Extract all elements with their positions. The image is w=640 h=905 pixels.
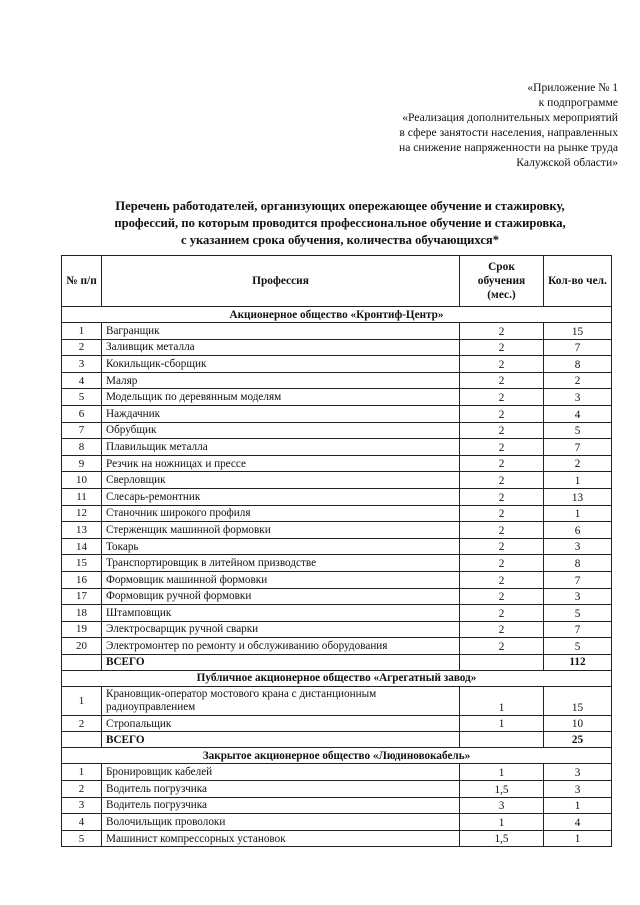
cell-profession: Сверловщик — [102, 472, 460, 489]
cell-num: 2 — [62, 715, 102, 732]
cell-num: 9 — [62, 455, 102, 472]
table-row — [62, 372, 612, 389]
title-line: профессий, по которым проводится профессиональное обучение и стажировка, — [114, 216, 566, 230]
cell-qty: 2 — [544, 372, 612, 389]
total-label: ВСЕГО — [102, 654, 460, 670]
cell-qty: 4 — [544, 405, 612, 422]
cell-profession: Заливщик металла — [102, 339, 460, 356]
cell-qty: 4 — [544, 814, 612, 831]
table-row — [62, 422, 612, 439]
cell-num: 15 — [62, 555, 102, 572]
cell-qty: 8 — [544, 555, 612, 572]
cell-profession: Плавильщик металла — [102, 439, 460, 456]
cell-num: 4 — [62, 814, 102, 831]
cell-term: 3 — [460, 797, 544, 814]
title-line: Перечень работодателей, организующих опережающее обучение и стажировку, — [115, 199, 565, 213]
cell-qty: 8 — [544, 356, 612, 373]
document-title — [60, 198, 620, 249]
table-row — [62, 830, 612, 847]
table-row — [62, 605, 612, 622]
table-header-row — [62, 256, 612, 307]
cell-term: 2 — [460, 488, 544, 505]
cell-profession: Крановщик-оператор мостового крана с дистанционным радиоуправлением — [102, 686, 460, 715]
cell-qty: 5 — [544, 605, 612, 622]
cell-qty: 5 — [544, 422, 612, 439]
header-num: № п/п — [62, 256, 102, 307]
total-value: 112 — [544, 654, 612, 670]
cell-profession: Волочильщик проволоки — [102, 814, 460, 831]
cell-qty: 5 — [544, 638, 612, 655]
cell-term: 1 — [460, 686, 544, 715]
appendix-line: к подпрограмме — [538, 96, 618, 109]
cell-term: 2 — [460, 605, 544, 622]
cell-qty: 2 — [544, 455, 612, 472]
cell-empty — [460, 654, 544, 670]
table-row — [62, 389, 612, 406]
cell-term: 2 — [460, 505, 544, 522]
table-row — [62, 538, 612, 555]
cell-qty: 3 — [544, 389, 612, 406]
cell-num: 3 — [62, 797, 102, 814]
cell-num: 10 — [62, 472, 102, 489]
cell-qty: 3 — [544, 764, 612, 781]
cell-term: 2 — [460, 422, 544, 439]
cell-term: 2 — [460, 405, 544, 422]
cell-term: 2 — [460, 522, 544, 539]
section-header-row — [62, 307, 612, 323]
cell-qty: 7 — [544, 571, 612, 588]
section-name: Акционерное общество «Кронтиф-Центр» — [62, 307, 612, 323]
cell-term: 1 — [460, 715, 544, 732]
table-row — [62, 439, 612, 456]
cell-term: 2 — [460, 571, 544, 588]
appendix-note — [318, 80, 618, 170]
cell-profession: Бронировщик кабелей — [102, 764, 460, 781]
cell-num: 5 — [62, 830, 102, 847]
cell-profession: Водитель погрузчика — [102, 781, 460, 798]
cell-num: 1 — [62, 323, 102, 340]
total-row — [62, 654, 612, 670]
table-row — [62, 505, 612, 522]
table-row — [62, 621, 612, 638]
cell-num: 1 — [62, 764, 102, 781]
section-header-row — [62, 670, 612, 686]
cell-num: 11 — [62, 488, 102, 505]
cell-term: 2 — [460, 356, 544, 373]
cell-qty: 15 — [544, 323, 612, 340]
cell-term: 1 — [460, 764, 544, 781]
cell-num: 12 — [62, 505, 102, 522]
cell-qty: 1 — [544, 797, 612, 814]
cell-num: 7 — [62, 422, 102, 439]
cell-qty: 10 — [544, 715, 612, 732]
cell-qty: 1 — [544, 472, 612, 489]
cell-profession: Стропальщик — [102, 715, 460, 732]
cell-empty — [62, 654, 102, 670]
cell-profession: Формовщик машинной формовки — [102, 571, 460, 588]
cell-profession: Штамповщик — [102, 605, 460, 622]
cell-num: 2 — [62, 781, 102, 798]
cell-profession: Формовщик ручной формовки — [102, 588, 460, 605]
cell-profession: Вагранщик — [102, 323, 460, 340]
table-row — [62, 764, 612, 781]
cell-profession: Слесарь-ремонтник — [102, 488, 460, 505]
cell-num: 8 — [62, 439, 102, 456]
cell-num: 2 — [62, 339, 102, 356]
cell-profession: Машинист компрессорных установок — [102, 830, 460, 847]
cell-qty: 7 — [544, 339, 612, 356]
cell-num: 14 — [62, 538, 102, 555]
table-row — [62, 571, 612, 588]
table-row — [62, 814, 612, 831]
section-name: Закрытое акционерное общество «Людиновокабель» — [62, 748, 612, 764]
cell-term: 2 — [460, 439, 544, 456]
cell-profession: Кокильщик-сборщик — [102, 356, 460, 373]
table-row — [62, 797, 612, 814]
section-name: Публичное акционерное общество «Агрегатный завод» — [62, 670, 612, 686]
cell-term: 2 — [460, 472, 544, 489]
cell-num: 19 — [62, 621, 102, 638]
cell-qty: 7 — [544, 621, 612, 638]
appendix-line: в сфере занятости населения, направленных — [399, 126, 618, 139]
cell-profession: Токарь — [102, 538, 460, 555]
table-row — [62, 638, 612, 655]
cell-qty: 13 — [544, 488, 612, 505]
cell-term: 2 — [460, 372, 544, 389]
cell-qty: 6 — [544, 522, 612, 539]
cell-num: 17 — [62, 588, 102, 605]
appendix-line: Калужской области» — [516, 156, 618, 169]
cell-profession: Модельщик по деревянным моделям — [102, 389, 460, 406]
total-label: ВСЕГО — [102, 732, 460, 748]
table-row — [62, 488, 612, 505]
cell-qty: 7 — [544, 439, 612, 456]
table-row — [62, 472, 612, 489]
section-header-row — [62, 748, 612, 764]
table-row — [62, 356, 612, 373]
total-row — [62, 732, 612, 748]
cell-empty — [62, 732, 102, 748]
cell-num: 18 — [62, 605, 102, 622]
header-qty: Кол-во чел. — [544, 256, 612, 307]
cell-profession: Электромонтер по ремонту и обслуживанию оборудования — [102, 638, 460, 655]
table-row — [62, 405, 612, 422]
header-profession: Профессия — [102, 256, 460, 307]
cell-qty: 1 — [544, 830, 612, 847]
total-value: 25 — [544, 732, 612, 748]
cell-profession: Наждачник — [102, 405, 460, 422]
table-row — [62, 781, 612, 798]
table-row — [62, 588, 612, 605]
cell-qty: 3 — [544, 588, 612, 605]
table-row — [62, 455, 612, 472]
cell-num: 20 — [62, 638, 102, 655]
table-row — [62, 339, 612, 356]
cell-term: 2 — [460, 389, 544, 406]
cell-term: 2 — [460, 339, 544, 356]
cell-profession: Маляр — [102, 372, 460, 389]
cell-term: 2 — [460, 455, 544, 472]
table-row — [62, 715, 612, 732]
cell-num: 6 — [62, 405, 102, 422]
cell-term: 1,5 — [460, 830, 544, 847]
cell-term: 2 — [460, 588, 544, 605]
table-row — [62, 323, 612, 340]
cell-term: 2 — [460, 555, 544, 572]
cell-qty: 1 — [544, 505, 612, 522]
cell-term: 2 — [460, 621, 544, 638]
cell-qty: 3 — [544, 538, 612, 555]
appendix-line: на снижение напряженности на рынке труда — [399, 141, 618, 154]
employers-table — [61, 255, 612, 847]
cell-profession: Станочник широкого профиля — [102, 505, 460, 522]
cell-profession: Резчик на ножницах и прессе — [102, 455, 460, 472]
cell-qty: 15 — [544, 686, 612, 715]
cell-profession: Обрубщик — [102, 422, 460, 439]
header-term: Срок обучения (мес.) — [460, 256, 544, 307]
appendix-line: «Приложение № 1 — [527, 81, 618, 94]
cell-term: 2 — [460, 638, 544, 655]
title-line: с указанием срока обучения, количества обучающихся* — [180, 233, 500, 247]
table-row — [62, 555, 612, 572]
cell-profession: Электросварщик ручной сварки — [102, 621, 460, 638]
cell-profession: Водитель погрузчика — [102, 797, 460, 814]
cell-term: 2 — [460, 323, 544, 340]
cell-term: 1 — [460, 814, 544, 831]
table-body — [62, 307, 612, 847]
table-row — [62, 686, 612, 715]
cell-num: 4 — [62, 372, 102, 389]
cell-num: 5 — [62, 389, 102, 406]
cell-empty — [460, 732, 544, 748]
cell-num: 16 — [62, 571, 102, 588]
cell-term: 1,5 — [460, 781, 544, 798]
cell-num: 13 — [62, 522, 102, 539]
cell-term: 2 — [460, 538, 544, 555]
table-row — [62, 522, 612, 539]
appendix-line: «Реализация дополнительных мероприятий — [402, 111, 618, 124]
cell-profession: Стерженщик машинной формовки — [102, 522, 460, 539]
cell-qty: 3 — [544, 781, 612, 798]
cell-profession: Транспортировщик в литейном призводстве — [102, 555, 460, 572]
cell-num: 1 — [62, 686, 102, 715]
cell-num: 3 — [62, 356, 102, 373]
